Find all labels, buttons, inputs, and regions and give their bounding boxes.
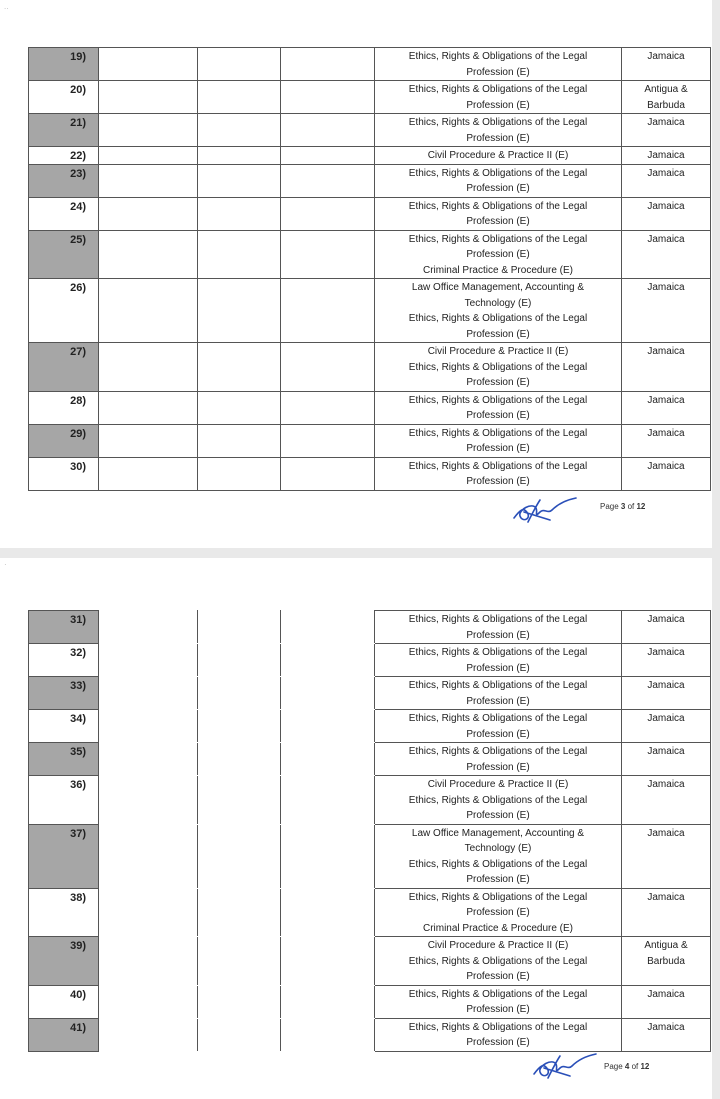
country-line: Jamaica	[647, 117, 685, 128]
course-line: Profession (E)	[466, 377, 530, 388]
country-line: Jamaica	[647, 51, 685, 62]
country-line: Barbuda	[647, 99, 685, 111]
course-cell	[375, 81, 622, 114]
country-line: Jamaica	[647, 746, 685, 757]
course-cell	[375, 888, 622, 937]
course-line: Ethics, Rights & Obligations of the Legal	[408, 614, 588, 625]
redacted-cell	[281, 81, 375, 114]
table-row	[29, 1018, 711, 1051]
redacted-cell	[281, 888, 375, 937]
table-row	[29, 985, 711, 1018]
redacted-cell	[281, 710, 375, 743]
country-cell	[622, 424, 711, 457]
country-cell	[622, 824, 711, 888]
redacted-cell	[281, 424, 375, 457]
redacted-cell	[99, 424, 198, 457]
course-line: Technology (E)	[464, 297, 532, 309]
course-cell	[375, 197, 622, 230]
country-cell	[622, 114, 711, 147]
redacted-cell	[99, 1018, 198, 1051]
course-cell	[375, 457, 622, 490]
document-page-3: .. 19) Ethics, Rights & Obligations of the Legal Profession (E) Jamaica 20) Ethics, Rights & Obligations of the Legal Profession (E) Antigua & Barbuda 21) Ethics, Rights & Obligations of the Legal Profession (E) Jamaica 22) Civil Procedure & Practice II (E) Jamaica 23) Ethics, Rights & Obligations of the Legal Profession (E) Jamaica 24) Ethics, Rights & Obligations of the Legal Profession (E) Jamaica 25) Ethics, Rights & Obligations of the Legal Profession (E) Criminal Practice & Procedure (E) Jamaica 26) Law Office Management, Accounting & Technology (E) Ethics, Rights & Obligations of the Legal Profession (E) Jamaica 27) Civil Procedure & Practice II (E) Ethics, Rights & Obligations of the Legal Profession (E) Jamaica 28) Ethics, Rights & Obligations of the Legal Profession (E) Jamaica 29) Ethics, Rights & Obligations of the Legal Profession (E) Jamaica 30) Ethics, Rights & Obligations of the Legal Profession (E) Jamaica Page 3 of 12	[0, 0, 712, 548]
row-number: 29)	[29, 424, 99, 457]
country-cell	[622, 776, 711, 825]
redacted-cell	[281, 644, 375, 677]
redacted-cell	[198, 824, 281, 888]
course-line: Profession (E)	[466, 1037, 530, 1048]
course-cell	[375, 230, 622, 279]
redacted-cell	[281, 230, 375, 279]
course-line: Ethics, Rights & Obligations of the Legal	[408, 680, 588, 691]
course-line: Civil Procedure & Practice II (E)	[427, 779, 569, 790]
course-cell	[375, 114, 622, 147]
redacted-cell	[281, 1018, 375, 1051]
country-line: Jamaica	[647, 150, 685, 161]
row-number: 31)	[29, 611, 99, 644]
row-number: 34)	[29, 710, 99, 743]
table-row	[29, 743, 711, 776]
redacted-cell	[99, 644, 198, 677]
course-line: Profession (E)	[466, 810, 530, 821]
country-line: Jamaica	[647, 647, 685, 658]
row-number: 36)	[29, 776, 99, 825]
country-line: Jamaica	[647, 200, 685, 212]
country-line: Antigua &	[644, 84, 688, 95]
course-cell	[375, 147, 622, 165]
results-table	[28, 47, 711, 491]
country-line: Jamaica	[647, 1021, 685, 1033]
redacted-cell	[198, 81, 281, 114]
redacted-cell	[198, 391, 281, 424]
redacted-cell	[281, 824, 375, 888]
country-cell	[622, 343, 711, 392]
course-line: Profession (E)	[466, 728, 530, 740]
table-row	[29, 197, 711, 230]
course-cell	[375, 743, 622, 776]
redacted-cell	[198, 457, 281, 490]
redacted-cell	[99, 743, 198, 776]
row-number: 40)	[29, 985, 99, 1018]
redacted-cell	[281, 677, 375, 710]
country-line: Jamaica	[647, 827, 685, 839]
redacted-cell	[281, 985, 375, 1018]
course-line: Ethics, Rights & Obligations of the Legal	[408, 460, 588, 472]
country-cell	[622, 888, 711, 937]
country-cell	[622, 1018, 711, 1051]
country-cell	[622, 279, 711, 343]
course-line: Ethics, Rights & Obligations of the Legal	[408, 117, 588, 128]
row-number: 38)	[29, 888, 99, 937]
document-page-4: · 31) Ethics, Rights & Obligations of the Legal Profession (E) Jamaica 32) Ethics, Rights & Obligations of the Legal Profession (E) Jamaica 33) Ethics, Rights & Obligations of the Legal Profession (E) Jamaica 34) Ethics, Rights & Obligations of the Legal Profession (E) Jamaica 35) Ethics, Rights & Obligations of the Legal Profession (E) Jamaica 36) Civil Procedure & Practice II (E) Ethics, Rights & Obligations of the Legal Profession (E) Jamaica 37) Law Office Management, Accounting & Technology (E) Ethics, Rights & Obligations of the Legal Profession (E) Jamaica 38) Ethics, Rights & Obligations of the Legal Profession (E) Criminal Practice & Procedure (E) Jamaica 39) Civil Procedure & Practice II (E) Ethics, Rights & Obligations of the Legal Profession (E) Antigua & Barbuda 40) Ethics, Rights & Obligations of the Legal Profession (E) Jamaica 41) Ethics, Rights & Obligations of the Legal Profession (E) Jamaica Page 4 of 12	[0, 558, 712, 1099]
table-row	[29, 824, 711, 888]
redacted-cell	[99, 937, 198, 986]
course-line: Ethics, Rights & Obligations of the Legal	[408, 647, 588, 658]
redacted-cell	[99, 147, 198, 165]
country-line: Jamaica	[647, 233, 685, 245]
course-line: Profession (E)	[466, 971, 530, 982]
row-number: 23)	[29, 164, 99, 197]
redacted-cell	[198, 1018, 281, 1051]
table-row	[29, 888, 711, 937]
redacted-cell	[99, 197, 198, 230]
country-cell	[622, 457, 711, 490]
redacted-cell	[99, 888, 198, 937]
country-line: Jamaica	[647, 614, 685, 625]
row-number: 37)	[29, 824, 99, 888]
course-line: Ethics, Rights & Obligations of the Legal	[408, 988, 588, 1000]
row-number: 21)	[29, 114, 99, 147]
country-cell	[622, 197, 711, 230]
course-line: Law Office Management, Accounting &	[411, 827, 585, 839]
redacted-cell	[198, 710, 281, 743]
course-line: Ethics, Rights & Obligations of the Legal	[408, 955, 588, 967]
table-row	[29, 424, 711, 457]
redacted-cell	[281, 48, 375, 81]
course-cell	[375, 677, 622, 710]
page-number-label: Page 4 of 12	[604, 1062, 650, 1071]
redacted-cell	[281, 743, 375, 776]
table-row	[29, 611, 711, 644]
redacted-cell	[281, 114, 375, 147]
country-line: Antigua &	[644, 940, 688, 951]
row-number: 26)	[29, 279, 99, 343]
country-cell	[622, 230, 711, 279]
table-row	[29, 164, 711, 197]
row-number: 20)	[29, 81, 99, 114]
course-line: Profession (E)	[466, 410, 530, 421]
redacted-cell	[281, 611, 375, 644]
redacted-cell	[281, 391, 375, 424]
redacted-cell	[198, 197, 281, 230]
course-cell	[375, 985, 622, 1018]
course-line: Ethics, Rights & Obligations of the Legal	[408, 858, 588, 870]
course-line: Profession (E)	[466, 443, 530, 454]
redacted-cell	[281, 937, 375, 986]
course-line: Profession (E)	[466, 695, 530, 707]
results-table	[28, 610, 711, 1052]
redacted-cell	[281, 147, 375, 165]
table-row	[29, 457, 711, 490]
course-line: Technology (E)	[464, 843, 532, 854]
table-row	[29, 230, 711, 279]
country-cell	[622, 937, 711, 986]
row-number: 30)	[29, 457, 99, 490]
country-cell	[622, 611, 711, 644]
redacted-cell	[198, 424, 281, 457]
country-line: Jamaica	[647, 713, 685, 724]
course-line: Profession (E)	[466, 629, 530, 641]
row-number: 28)	[29, 391, 99, 424]
course-line: Criminal Practice & Procedure (E)	[422, 264, 574, 276]
country-cell	[622, 743, 711, 776]
redacted-cell	[198, 279, 281, 343]
table-row	[29, 343, 711, 392]
course-cell	[375, 710, 622, 743]
redacted-cell	[281, 197, 375, 230]
country-line: Jamaica	[647, 427, 685, 439]
table-row	[29, 776, 711, 825]
course-line: Ethics, Rights & Obligations of the Legal	[408, 200, 588, 212]
course-cell	[375, 391, 622, 424]
course-line: Profession (E)	[466, 874, 530, 885]
redacted-cell	[198, 164, 281, 197]
course-line: Ethics, Rights & Obligations of the Legal	[408, 394, 588, 406]
course-line: Profession (E)	[466, 1004, 530, 1015]
course-line: Ethics, Rights & Obligations of the Legal	[408, 427, 588, 439]
redacted-cell	[198, 776, 281, 825]
redacted-cell	[99, 48, 198, 81]
row-number: 32)	[29, 644, 99, 677]
redacted-cell	[99, 81, 198, 114]
course-line: Profession (E)	[466, 328, 530, 340]
country-cell	[622, 644, 711, 677]
course-line: Civil Procedure & Practice II (E)	[427, 346, 569, 357]
course-line: Profession (E)	[466, 761, 530, 773]
course-line: Ethics, Rights & Obligations of the Legal	[408, 746, 588, 757]
course-line: Criminal Practice & Procedure (E)	[422, 922, 574, 934]
course-cell	[375, 776, 622, 825]
course-cell	[375, 937, 622, 986]
table-row	[29, 644, 711, 677]
course-line: Ethics, Rights & Obligations of the Legal	[408, 891, 588, 903]
redacted-cell	[198, 677, 281, 710]
course-cell	[375, 279, 622, 343]
redacted-cell	[99, 710, 198, 743]
country-line: Jamaica	[647, 282, 685, 293]
redacted-cell	[99, 824, 198, 888]
redacted-cell	[198, 147, 281, 165]
country-cell	[622, 391, 711, 424]
country-line: Jamaica	[647, 167, 685, 179]
course-line: Civil Procedure & Practice II (E)	[427, 150, 569, 161]
redacted-cell	[198, 343, 281, 392]
redacted-cell	[198, 888, 281, 937]
table-row	[29, 114, 711, 147]
table-row	[29, 937, 711, 986]
course-line: Ethics, Rights & Obligations of the Legal	[408, 233, 588, 245]
redacted-cell	[281, 457, 375, 490]
redacted-cell	[281, 279, 375, 343]
course-line: Profession (E)	[466, 907, 530, 918]
course-line: Ethics, Rights & Obligations of the Legal	[408, 313, 588, 324]
country-line: Jamaica	[647, 891, 685, 903]
country-line: Jamaica	[647, 988, 685, 1000]
redacted-cell	[99, 114, 198, 147]
course-line: Profession (E)	[466, 132, 530, 144]
row-number: 27)	[29, 343, 99, 392]
country-line: Jamaica	[647, 460, 685, 472]
table-row	[29, 279, 711, 343]
course-cell	[375, 1018, 622, 1051]
table-row	[29, 710, 711, 743]
redacted-cell	[99, 776, 198, 825]
country-line: Barbuda	[647, 955, 685, 967]
course-cell	[375, 48, 622, 81]
redacted-cell	[198, 743, 281, 776]
course-line: Ethics, Rights & Obligations of the Legal	[408, 361, 588, 373]
redacted-cell	[99, 164, 198, 197]
country-line: Jamaica	[647, 346, 685, 357]
page-number-label: Page 3 of 12	[600, 502, 646, 511]
redacted-cell	[99, 230, 198, 279]
redacted-cell	[281, 164, 375, 197]
course-cell	[375, 424, 622, 457]
country-cell	[622, 147, 711, 165]
country-cell	[622, 677, 711, 710]
redacted-cell	[281, 343, 375, 392]
course-line: Profession (E)	[466, 662, 530, 674]
course-cell	[375, 164, 622, 197]
redacted-cell	[99, 457, 198, 490]
redacted-cell	[198, 644, 281, 677]
country-line: Jamaica	[647, 680, 685, 691]
redacted-cell	[198, 937, 281, 986]
redacted-cell	[99, 985, 198, 1018]
table-row	[29, 81, 711, 114]
course-line: Civil Procedure & Practice II (E)	[427, 940, 569, 951]
row-number: 25)	[29, 230, 99, 279]
country-cell	[622, 48, 711, 81]
row-number: 24)	[29, 197, 99, 230]
row-number: 19)	[29, 48, 99, 81]
signature-scribble-icon	[510, 492, 580, 526]
row-number: 22)	[29, 147, 99, 165]
course-line: Profession (E)	[466, 216, 530, 227]
row-number: 35)	[29, 743, 99, 776]
course-line: Ethics, Rights & Obligations of the Legal	[408, 167, 588, 179]
country-cell	[622, 164, 711, 197]
course-line: Ethics, Rights & Obligations of the Legal	[408, 84, 588, 95]
redacted-cell	[99, 343, 198, 392]
country-line: Jamaica	[647, 779, 685, 790]
country-cell	[622, 710, 711, 743]
country-cell	[622, 985, 711, 1018]
redacted-cell	[99, 611, 198, 644]
redacted-cell	[99, 677, 198, 710]
course-cell	[375, 611, 622, 644]
redacted-cell	[198, 114, 281, 147]
redacted-cell	[99, 279, 198, 343]
course-cell	[375, 824, 622, 888]
course-cell	[375, 644, 622, 677]
redacted-cell	[99, 391, 198, 424]
course-line: Profession (E)	[466, 66, 530, 78]
redacted-cell	[281, 776, 375, 825]
course-cell	[375, 343, 622, 392]
redacted-cell	[198, 611, 281, 644]
table-row	[29, 391, 711, 424]
course-line: Ethics, Rights & Obligations of the Legal	[408, 713, 588, 724]
course-line: Profession (E)	[466, 183, 530, 194]
country-cell	[622, 81, 711, 114]
course-line: Ethics, Rights & Obligations of the Legal	[408, 51, 588, 62]
course-line: Law Office Management, Accounting &	[411, 282, 585, 293]
table-row	[29, 147, 711, 165]
course-line: Profession (E)	[466, 249, 530, 260]
redacted-cell	[198, 230, 281, 279]
country-line: Jamaica	[647, 394, 685, 406]
signature-scribble-icon	[530, 1048, 600, 1082]
course-line: Profession (E)	[466, 99, 530, 111]
redacted-cell	[198, 48, 281, 81]
row-number: 33)	[29, 677, 99, 710]
table-row	[29, 677, 711, 710]
course-line: Ethics, Rights & Obligations of the Legal	[408, 1021, 588, 1033]
row-number: 41)	[29, 1018, 99, 1051]
row-number: 39)	[29, 937, 99, 986]
redacted-cell	[198, 985, 281, 1018]
course-line: Profession (E)	[466, 476, 530, 487]
course-line: Ethics, Rights & Obligations of the Legal	[408, 794, 588, 806]
table-row	[29, 48, 711, 81]
